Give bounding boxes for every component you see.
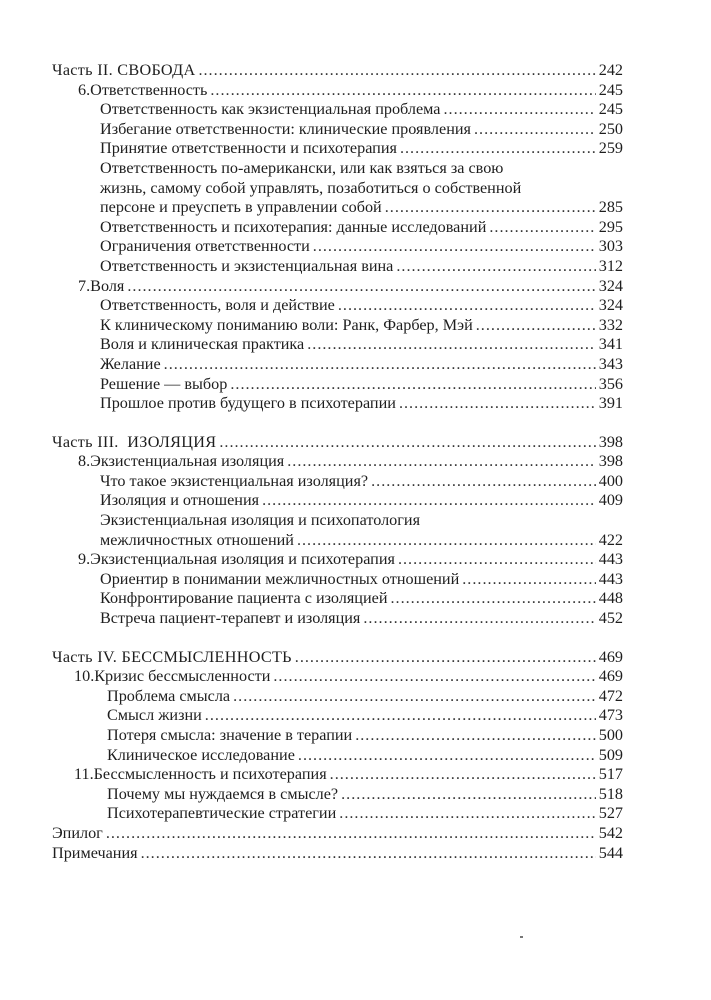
section-title: Прошлое против будущего в психотерапии [100,394,396,413]
page-number: 448 [598,589,623,608]
page-number: 473 [598,706,623,725]
section-title: Психотерапевтические стратегии [107,804,337,823]
section-title-line: межличностных отношений [100,530,294,549]
dot-leader [205,706,596,726]
dot-leader [443,100,595,120]
dot-leader [489,218,595,238]
toc-notes[interactable] [52,844,623,864]
toc-part-2[interactable] [52,61,623,81]
page-number: 398 [598,452,623,471]
part-spacer [52,414,623,433]
section-title: Принятие ответственности и психотерапия [100,139,397,158]
section-title: Ответственность и психотерапия: данные исследований [100,217,487,236]
chapter-title: Кризис бессмысленности [94,667,271,686]
dot-leader [313,237,596,257]
back-matter-title: Примечания [52,843,138,862]
dot-leader [398,550,596,570]
toc-chapter-7[interactable] [52,277,623,297]
page-number: 343 [598,354,623,373]
dot-leader [341,785,596,805]
page-number: 332 [598,315,623,334]
section-title: Решение — выбор [100,374,228,393]
page-number: 391 [598,394,623,413]
page-number: 242 [598,61,623,79]
dot-leader [474,120,596,140]
part-title: Часть IV. БЕССМЫСЛЕННОСТЬ [52,647,292,666]
toc-section[interactable] [52,257,623,277]
toc-section[interactable] [52,394,623,414]
toc-chapter-11[interactable] [52,765,623,785]
section-title: Ориентир в понимании межличностных отношений [100,569,460,588]
toc-section[interactable] [52,687,623,707]
dot-leader [262,491,596,511]
dot-leader [476,316,596,336]
toc-chapter-10[interactable] [52,667,623,687]
toc-section-multiline[interactable] [52,159,623,218]
scan-speck [520,936,523,938]
chapter-number: 6. [78,80,91,99]
toc-section[interactable] [52,589,623,609]
page-number: 443 [598,550,623,569]
dot-leader [371,472,596,492]
section-title: Клиническое исследование [107,745,295,764]
toc-section[interactable] [52,355,623,375]
page-number: 303 [598,237,623,256]
page-number: 472 [598,686,623,705]
toc-section[interactable] [52,609,623,629]
section-title: Ответственность и экзистенциальная вина [100,256,394,275]
page-number: 409 [598,491,623,510]
dot-leader [330,765,596,785]
page-number: 245 [598,100,623,119]
dot-leader [141,844,596,864]
chapter-number: 10. [74,667,95,686]
part-spacer [52,629,623,648]
section-title: Ограничения ответственности [100,237,310,256]
toc-section[interactable] [52,375,623,395]
toc-section[interactable] [52,316,623,336]
section-title: Избегание ответственности: клинические проявления [100,119,471,138]
dot-leader [339,804,595,824]
toc-section[interactable] [52,218,623,238]
page-number: 544 [598,843,623,862]
page-number: 500 [598,726,623,744]
toc-section[interactable] [52,804,623,824]
toc-section[interactable] [52,472,623,492]
page-number: 400 [598,471,623,490]
section-title: Потеря смысла: значение в терапии [107,726,353,744]
toc-section[interactable] [52,100,623,120]
dot-leader [298,746,596,766]
toc-section[interactable] [52,237,623,257]
part-title: Часть II. СВОБОДА [52,61,196,79]
section-title: Ответственность, воля и действие [100,296,335,315]
dot-leader [396,257,595,277]
toc-section[interactable] [52,296,623,316]
chapter-title: Ответственность [90,80,208,99]
dot-leader [385,198,596,218]
page-number: 469 [598,647,623,666]
page-number: 245 [598,80,623,99]
dot-leader [273,667,595,687]
dot-leader [399,394,596,414]
section-title-line: жизнь, самому собой управлять, позаботиться о собственной [100,178,522,197]
dot-leader [400,139,596,159]
section-title: Конфронтирование пациента с изоляцией [100,589,388,608]
chapter-number: 9. [78,550,91,569]
section-title: Ответственность как экзистенциальная проблема [100,100,441,119]
chapter-number: 7. [78,276,91,295]
page-number: 469 [598,667,623,686]
page-number: 259 [598,139,623,158]
section-title-line: Экзистенциальная изоляция и психопатология [100,511,421,530]
dot-leader [210,81,595,101]
dot-leader [297,531,596,551]
toc-section[interactable] [52,120,623,140]
chapter-number: 8. [78,452,91,471]
page-number: 509 [598,745,623,764]
page-number: 452 [598,609,623,628]
toc-chapter-9[interactable] [52,550,623,570]
section-title: Встреча пациент-терапевт и изоляция [100,609,361,628]
dot-leader [390,589,595,609]
dot-leader [307,335,595,355]
page-number: 517 [598,765,623,784]
chapter-number: 11. [74,765,94,784]
dot-leader [363,609,595,629]
dot-leader [127,277,595,297]
toc-section[interactable] [52,706,623,726]
page-number: 542 [598,823,623,842]
dot-leader [355,726,596,746]
section-title: Желание [100,354,161,373]
chapter-title: Экзистенциальная изоляция [90,452,285,471]
dot-leader [164,355,596,375]
page-number: 285 [598,198,623,217]
dot-leader [287,452,595,472]
chapter-title: Воля [90,276,125,295]
toc-part-4[interactable] [52,648,623,668]
toc-section[interactable] [52,570,623,590]
chapter-title: Бессмысленность и психотерапия [93,765,327,784]
section-title: Воля и клиническая практика [100,335,305,354]
page-number: 250 [598,119,623,138]
page-number: 356 [598,374,623,393]
table-of-contents [52,61,623,863]
page-number: 518 [598,784,623,803]
dot-leader [198,61,595,81]
page-number: 527 [598,804,623,823]
toc-chapter-8[interactable] [52,452,623,472]
toc-part-3[interactable] [52,433,623,453]
dot-leader [219,433,595,453]
page-number: 422 [598,530,623,549]
dot-leader [233,687,596,707]
part-title: Часть III. ИЗОЛЯЦИЯ [52,432,217,451]
dot-leader [338,296,596,316]
page-number: 324 [598,296,623,315]
toc-section[interactable] [52,726,623,746]
section-title: Что такое экзистенциальная изоляция? [100,471,369,490]
dot-leader [295,648,596,668]
toc-section[interactable] [52,491,623,511]
page-number: 312 [598,256,623,275]
page-number: 398 [598,432,623,451]
section-title-line: персоне и преуспеть в управлении собой [100,198,382,217]
section-title: Изоляция и отношения [100,491,260,510]
dot-leader [106,824,596,844]
chapter-title: Экзистенциальная изоляция и психотерапия [90,550,395,569]
dot-leader [462,570,595,590]
toc-epilogue[interactable] [52,824,623,844]
toc-section-multiline[interactable] [52,511,623,550]
back-matter-title: Эпилог [52,823,103,842]
page-number: 341 [598,335,623,354]
section-title: Проблема смысла [107,686,231,705]
page-number: 324 [598,276,623,295]
section-title: К клиническому пониманию воли: Ранк, Фарбер, Мэй [100,315,473,334]
dot-leader [230,375,595,395]
toc-section[interactable] [52,746,623,766]
section-title-line: Ответственность по-американски, или как взяться за свою [100,158,504,177]
toc-chapter-6[interactable] [52,81,623,101]
toc-section[interactable] [52,785,623,805]
toc-section[interactable] [52,335,623,355]
section-title: Смысл жизни [107,706,202,725]
section-title: Почему мы нуждаемся в смысле? [107,784,339,803]
toc-section[interactable] [52,139,623,159]
page-number: 443 [598,569,623,588]
page-number: 295 [598,217,623,236]
